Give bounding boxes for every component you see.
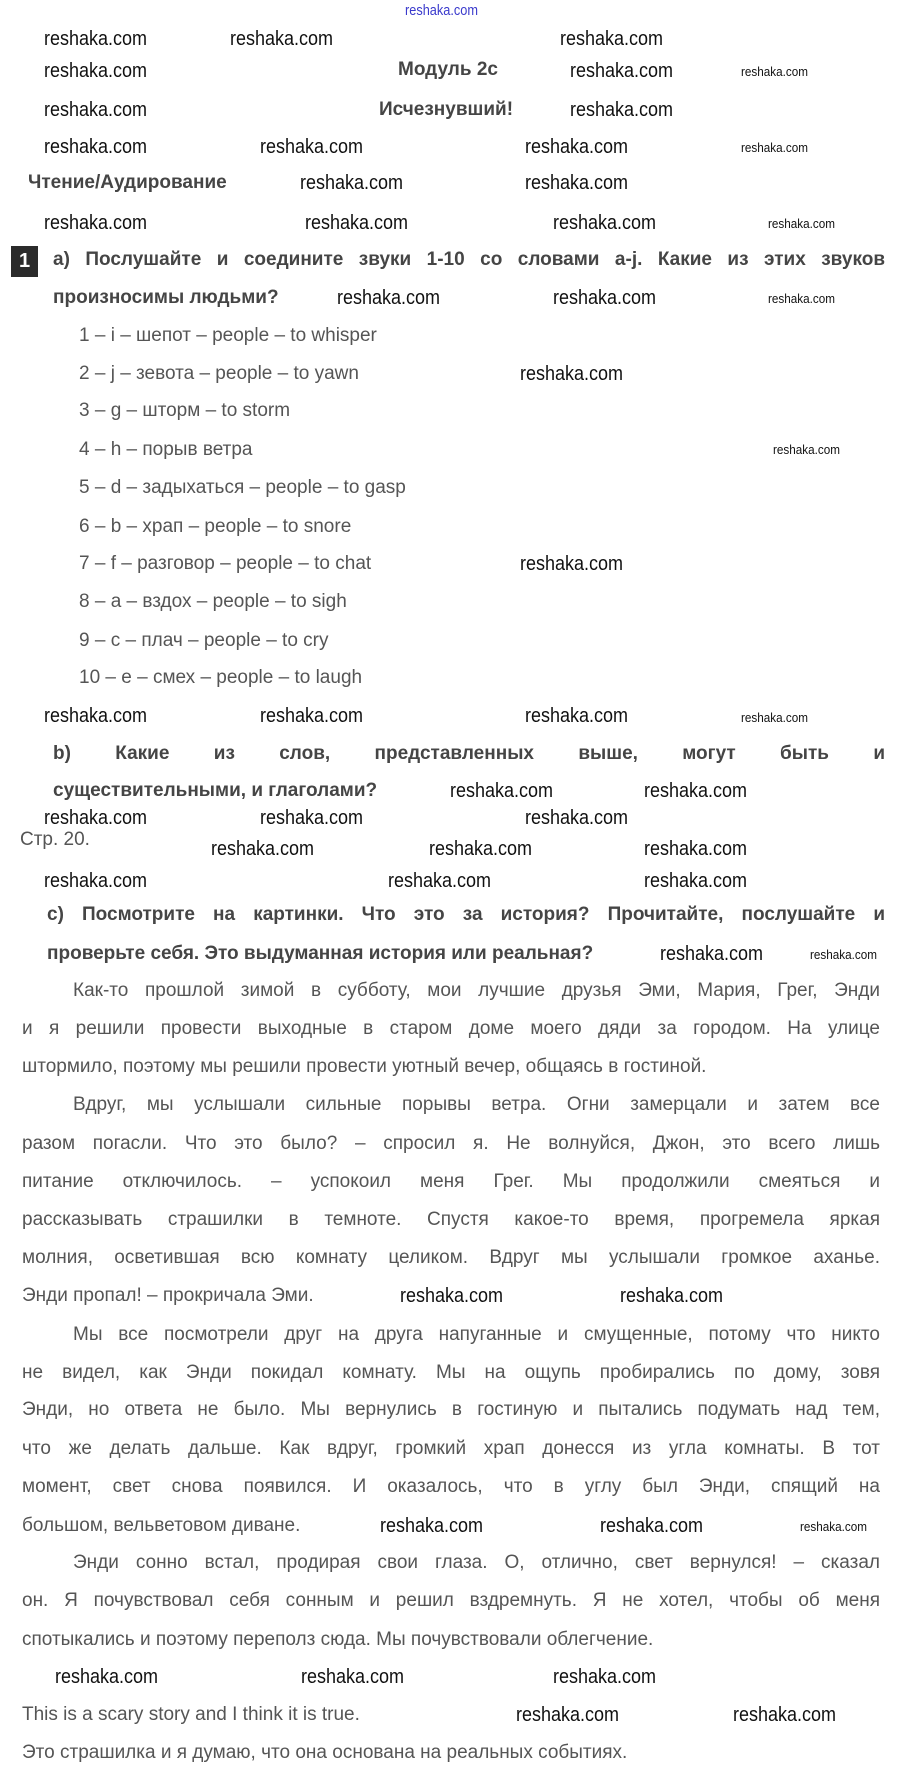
watermark: reshaka.com <box>570 60 674 82</box>
watermark: reshaka.com <box>600 1515 704 1537</box>
story-line: питание отключилось. – успокоил меня Грег. Мы продолжили смеяться и <box>22 1171 880 1192</box>
watermark: reshaka.com <box>525 172 629 194</box>
watermark: reshaka.com <box>553 1666 657 1688</box>
watermark: reshaka.com <box>644 870 748 892</box>
watermark: reshaka.com <box>400 1285 504 1307</box>
list-item: 2 – j – зевота – people – to yawn <box>79 363 359 384</box>
list-item: 10 – e – смех – people – to laugh <box>79 667 363 688</box>
list-item: 4 – h – порыв ветра <box>79 439 253 460</box>
watermark: reshaka.com <box>44 807 148 829</box>
watermark: reshaka.com <box>741 710 808 725</box>
module-heading: Модуль 2c <box>398 59 498 80</box>
list-item: 6 – b – храп – people – to snore <box>79 516 352 537</box>
watermark: reshaka.com <box>741 140 808 155</box>
watermark: reshaka.com <box>516 1704 620 1726</box>
watermark: reshaka.com <box>660 943 764 965</box>
watermark: reshaka.com <box>520 363 624 385</box>
lesson-title: Исчезнувший! <box>379 99 514 120</box>
watermark: reshaka.com <box>337 287 441 309</box>
story-line: Мы все посмотрели друг на друга напуганные и смущенные, потому что никто <box>73 1324 880 1345</box>
watermark: reshaka.com <box>44 705 148 727</box>
watermark: reshaka.com <box>620 1285 724 1307</box>
story-line: что же делать дальше. Как вдруг, громкий храп донесся из угла комнаты. В тот <box>22 1438 880 1459</box>
watermark: reshaka.com <box>44 870 148 892</box>
list-item: 8 – a – вздох – people – to sigh <box>79 591 347 612</box>
watermark: reshaka.com <box>305 212 409 234</box>
watermark: reshaka.com <box>44 99 148 121</box>
list-item: 5 – d – задыхаться – people – to gasp <box>79 477 406 498</box>
watermark: reshaka.com <box>260 807 364 829</box>
story-line: Вдруг, мы услышали сильные порывы ветра. Огни замерцали и затем все <box>73 1094 880 1115</box>
watermark: reshaka.com <box>388 870 492 892</box>
watermark: reshaka.com <box>55 1666 159 1688</box>
task-b-instruction: b) Какие из слов, представленных выше, могут быть и <box>53 743 885 764</box>
watermark: reshaka.com <box>644 838 748 860</box>
top-watermark-link[interactable]: reshaka.com <box>405 2 478 19</box>
watermark: reshaka.com <box>520 553 624 575</box>
list-item: 3 – g – шторм – to storm <box>79 400 291 421</box>
watermark: reshaka.com <box>570 99 674 121</box>
story-line: разом погасли. Что это было? – спросил я. Не волнуйся, Джон, это всего лишь <box>22 1133 880 1154</box>
task-a-instruction: произносимы людьми? <box>53 287 279 308</box>
story-line: он. Я почувствовал себя сонным и решил вздремнуть. Я не хотел, чтобы об меня <box>22 1590 880 1611</box>
task-b-instruction: существительными, и глаголами? <box>53 780 378 801</box>
answer-russian: Это страшилка и я думаю, что она основана на реальных событиях. <box>22 1742 628 1763</box>
watermark: reshaka.com <box>301 1666 405 1688</box>
watermark: reshaka.com <box>230 28 334 50</box>
watermark: reshaka.com <box>44 28 148 50</box>
task-c-instruction: c) Посмотрите на картинки. Что это за история? Прочитайте, послушайте и <box>47 904 885 925</box>
story-line: Как-то прошлой зимой в субботу, мои лучшие друзья Эми, Мария, Грег, Энди <box>73 980 880 1001</box>
story-line: рассказывать страшилки в темноте. Спустя какое-то время, прогремела яркая <box>22 1209 880 1230</box>
watermark: reshaka.com <box>260 705 364 727</box>
list-item: 7 – f – разговор – people – to chat <box>79 553 372 574</box>
watermark: reshaka.com <box>525 807 629 829</box>
story-line: и я решили провести выходные в старом доме моего дяди за городом. На улице <box>22 1018 880 1039</box>
watermark: reshaka.com <box>525 136 629 158</box>
story-line: штормило, поэтому мы решили провести уютный вечер, общаясь в гостиной. <box>22 1056 707 1077</box>
story-line: момент, свет снова появился. И оказалось, что в углу был Энди, спящий на <box>22 1476 880 1497</box>
page-reference: Стр. 20. <box>20 829 90 850</box>
watermark: reshaka.com <box>260 136 364 158</box>
watermark: reshaka.com <box>44 136 148 158</box>
watermark: reshaka.com <box>44 212 148 234</box>
answer-english: This is a scary story and I think it is true. <box>22 1704 360 1725</box>
watermark: reshaka.com <box>733 1704 837 1726</box>
watermark: reshaka.com <box>380 1515 484 1537</box>
watermark: reshaka.com <box>768 216 835 231</box>
watermark: reshaka.com <box>810 947 877 962</box>
watermark: reshaka.com <box>553 212 657 234</box>
task-c-instruction: проверьте себя. Это выдуманная история или реальная? <box>47 943 594 964</box>
list-item: 9 – c – плач – people – to cry <box>79 630 329 651</box>
story-line: молния, осветившая всю комнату целиком. Вдруг мы услышали громкое аханье. <box>22 1247 880 1268</box>
watermark: reshaka.com <box>429 838 533 860</box>
task-number-badge: 1 <box>11 246 38 277</box>
task-a-instruction: a) Послушайте и соедините звуки 1-10 со словами a-j. Какие из этих звуков <box>53 249 885 270</box>
story-line: большом, вельветовом диване. <box>22 1515 301 1536</box>
watermark: reshaka.com <box>741 64 808 79</box>
watermark: reshaka.com <box>44 60 148 82</box>
watermark: reshaka.com <box>525 705 629 727</box>
section-heading: Чтение/Аудирование <box>28 172 227 193</box>
watermark: reshaka.com <box>800 1519 867 1534</box>
story-line: Энди сонно встал, продирая свои глаза. О, отлично, свет вернулся! – сказал <box>73 1552 880 1573</box>
story-line: Энди, но ответа не было. Мы вернулись в гостиную и пытались подумать над тем, <box>22 1399 880 1420</box>
watermark: reshaka.com <box>553 287 657 309</box>
watermark: reshaka.com <box>644 780 748 802</box>
watermark: reshaka.com <box>211 838 315 860</box>
story-line: Энди пропал! – прокричала Эми. <box>22 1285 314 1306</box>
story-line: спотыкались и поэтому переполз сюда. Мы почувствовали облегчение. <box>22 1629 654 1650</box>
list-item: 1 – i – шепот – people – to whisper <box>79 325 377 346</box>
watermark: reshaka.com <box>300 172 404 194</box>
watermark: reshaka.com <box>560 28 664 50</box>
watermark: reshaka.com <box>768 291 835 306</box>
story-line: не видел, как Энди покидал комнату. Мы на ощупь пробирались по дому, зовя <box>22 1362 880 1383</box>
watermark: reshaka.com <box>773 442 840 457</box>
watermark: reshaka.com <box>450 780 554 802</box>
